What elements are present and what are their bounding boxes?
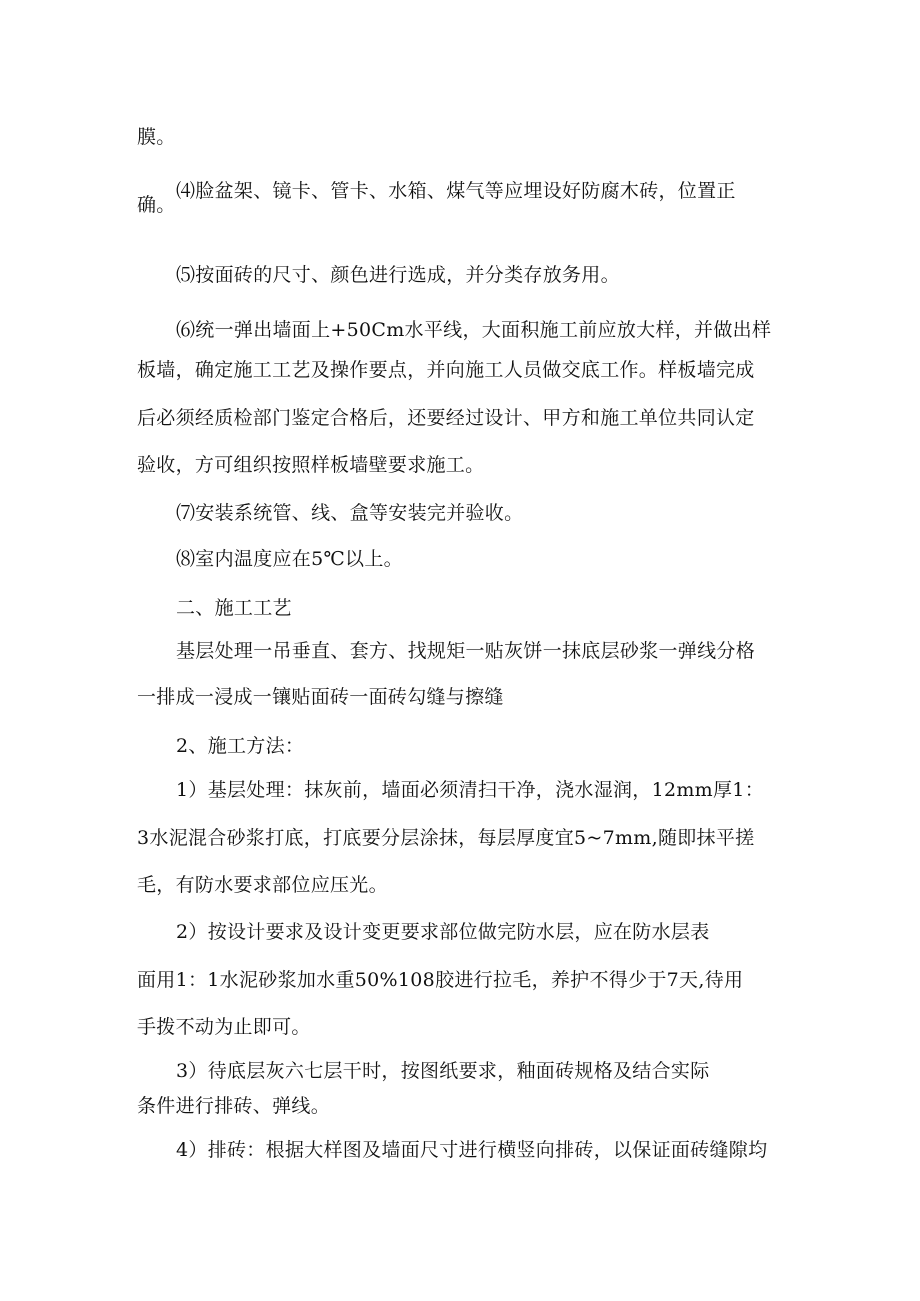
text-line: 验收，方可组织按照样板墙壁要求施工。 — [137, 454, 485, 476]
text-line: ⑹统一弹出墙面上+50Cm水平线，大面积施工前应放大样，并做出样 — [176, 319, 772, 341]
subsection-heading: 2、施工方法： — [176, 735, 305, 757]
text-line: 4）排砖：根据大样图及墙面尺寸进行横竖向排砖，以保证面砖缝隙均 — [176, 1139, 768, 1161]
text-line: ⑻室内温度应在5℃以上。 — [176, 548, 403, 570]
text-line: 2）按设计要求及设计变更要求部位做完防水层，应在防水层表 — [176, 921, 710, 943]
text-line: 后必须经质检部门鉴定合格后，还要经过设计、甲方和施工单位共同认定 — [137, 407, 755, 429]
text-line: 面用1：1水泥砂浆加水重50%108胶进行拉毛，养护不得少于7天,待用 — [137, 969, 744, 991]
text-line: 基层处理一吊垂直、套方、找规矩一贴灰饼一抹底层砂浆一弹线分格 — [176, 640, 756, 662]
text-line: ⑺安装系统管、线、盒等安装完并验收。 — [176, 502, 524, 524]
section-heading: 二、施工工艺 — [176, 597, 292, 619]
text-line: ⑷脸盆架、镜卡、管卡、水箱、煤气等应埋设好防腐木砖，位置正 — [176, 180, 736, 202]
text-line: 确。 — [137, 194, 176, 216]
text-line: 手拨不动为止即可。 — [137, 1016, 311, 1038]
text-line: 1）基层处理：抹灰前，墙面必须清扫干净，浇水湿润，12mm厚1： — [176, 779, 764, 801]
text-line: 板墙，确定施工工艺及操作要点，并向施工人员做交底工作。样板墙完成 — [137, 359, 755, 381]
text-line: 条件进行排砖、弹线。 — [137, 1095, 331, 1117]
text-line: 一排成一浸成一镶贴面砖一面砖勾缝与擦缝 — [137, 686, 504, 708]
text-line: 3水泥混合砂浆打底，打底要分层涂抹，每层厚度宜5~7mm,随即抹平搓 — [137, 827, 755, 849]
text-line: ⑸按面砖的尺寸、颜色进行选成，并分类存放务用。 — [176, 264, 620, 286]
text-line: 毛，有防水要求部位应压光。 — [137, 874, 388, 896]
text-line: 膜。 — [137, 126, 176, 148]
text-line: 3）待底层灰六七层干时，按图纸要求，釉面砖规格及结合实际 — [176, 1060, 710, 1082]
